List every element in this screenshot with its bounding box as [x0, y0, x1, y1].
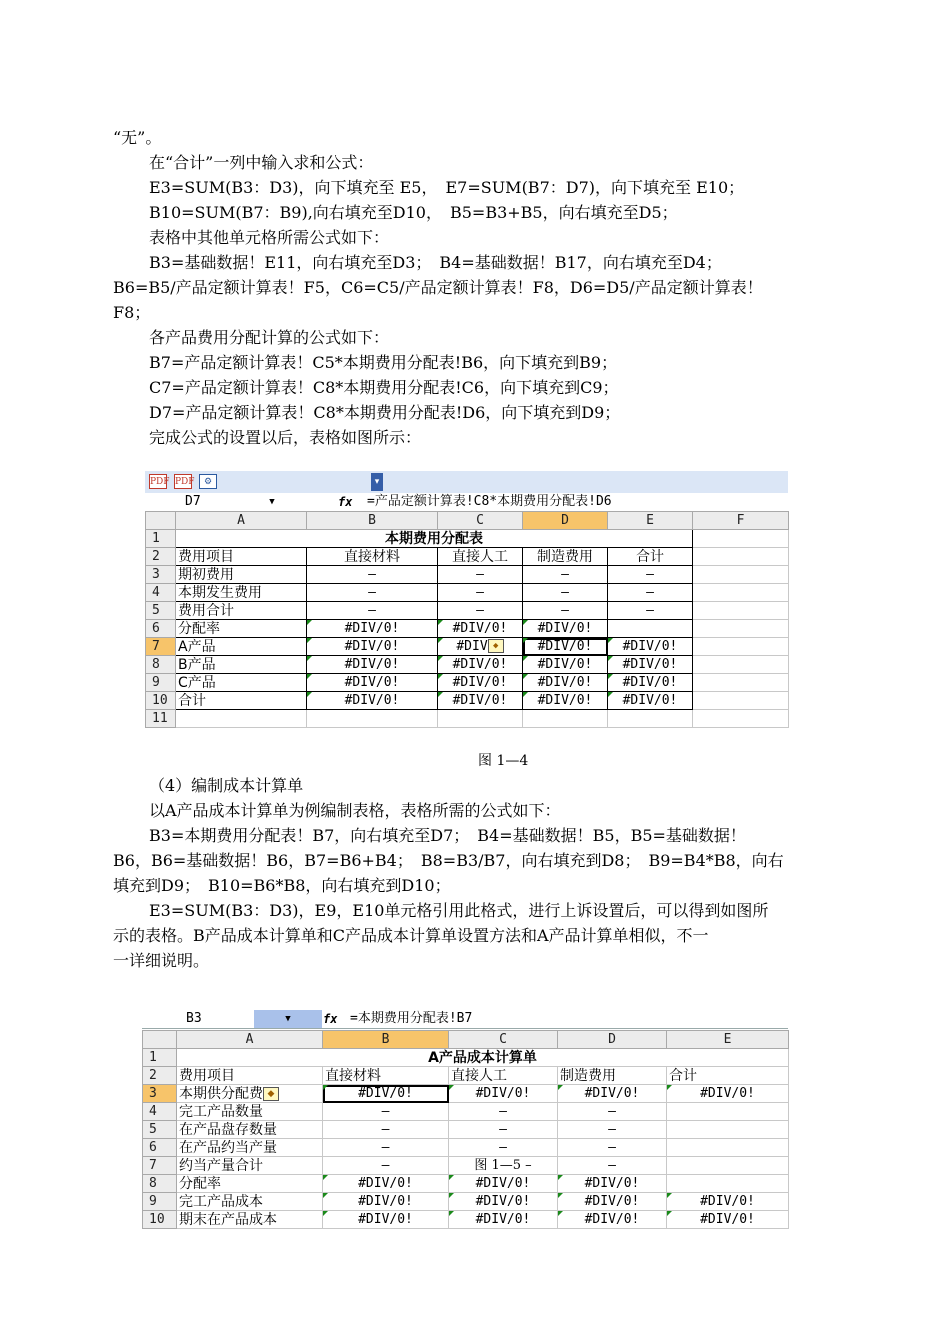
cell[interactable]: #DIV/0! [523, 674, 608, 692]
cell[interactable]: #DIV/0! [438, 656, 523, 674]
formula-input[interactable]: =本期费用分配表!B7 [350, 1011, 473, 1026]
formula-bar [145, 493, 788, 512]
cell[interactable]: – [558, 1139, 667, 1157]
cell[interactable]: #DIV/0! [307, 620, 438, 638]
row-header[interactable]: 10 [143, 1211, 177, 1229]
paragraph: 填充到D9； B10=B6*B8，向右填充到D10； [113, 876, 451, 895]
cell-value: 本期供分配费 [179, 1085, 263, 1102]
row-header[interactable]: 6 [143, 1139, 177, 1157]
cell[interactable]: – [558, 1121, 667, 1139]
cell[interactable] [667, 1175, 789, 1193]
cell[interactable]: #DIV/0! [558, 1085, 667, 1103]
pdf-icon[interactable]: PDF [149, 474, 167, 489]
paragraph: “无”。 [113, 128, 162, 147]
figure-caption: 图 1—4 [478, 753, 529, 769]
cell[interactable] [667, 1121, 789, 1139]
cell[interactable]: 直接人工 [438, 548, 523, 566]
cell[interactable]: 费用合计 [176, 602, 307, 620]
cell-value: #DIV [456, 638, 488, 654]
pdf-toolbar [145, 471, 788, 494]
cell[interactable]: 制造费用 [558, 1067, 667, 1085]
cell[interactable]: #DIV/0! [449, 1175, 558, 1193]
row-header[interactable]: 9 [143, 1193, 177, 1211]
column-header[interactable]: E [667, 1031, 789, 1049]
table-title-cell[interactable]: 本期费用分配表 [176, 530, 693, 548]
chevron-down-icon[interactable]: ▼ [269, 497, 275, 507]
cell[interactable]: – [323, 1139, 449, 1157]
cell[interactable]: 分配率 [176, 620, 307, 638]
cell[interactable] [438, 638, 523, 656]
row-header[interactable]: 10 [146, 692, 176, 710]
cell[interactable]: – [449, 1103, 558, 1121]
cell[interactable]: – [307, 566, 438, 584]
cell[interactable]: – [558, 1157, 667, 1175]
cell[interactable] [177, 1085, 323, 1103]
paragraph: F8； [113, 303, 151, 322]
cell[interactable]: 合计 [608, 548, 693, 566]
cell[interactable] [307, 710, 438, 728]
cell[interactable]: #DIV/0! [438, 692, 523, 710]
cell[interactable]: – [608, 584, 693, 602]
cell[interactable]: – [523, 602, 608, 620]
cell[interactable] [667, 1157, 789, 1175]
paragraph: B6，B6=基础数据！B6，B7=B6+B4； B8=B3/B7，向右填充到D8； B9=B4*B8，向右 [113, 851, 784, 870]
row-header[interactable]: 5 [143, 1121, 177, 1139]
paragraph: 在“合计”一列中输入求和公式： [149, 153, 374, 172]
row-header[interactable]: 5 [146, 602, 176, 620]
error-warning-icon[interactable]: ◆ [488, 639, 504, 653]
cell[interactable]: – [449, 1121, 558, 1139]
cell[interactable]: 期初费用 [176, 566, 307, 584]
paragraph: 以A产品成本计算单为例编制表格，表格所需的公式如下： [149, 801, 561, 820]
cell[interactable]: 制造费用 [523, 548, 608, 566]
row-header[interactable]: 8 [146, 656, 176, 674]
spreadsheet-grid [142, 1030, 789, 1229]
cell[interactable]: #DIV/0! [307, 638, 438, 656]
cell[interactable]: – [323, 1103, 449, 1121]
cell[interactable]: 直接材料 [307, 548, 438, 566]
paragraph: B3=本期费用分配表！B7，向右填充至D7； B4=基础数据！B5，B5=基础数据！ [149, 826, 746, 845]
cell[interactable]: #DIV/0! [523, 692, 608, 710]
cell[interactable]: 图 1—5 – [449, 1157, 558, 1175]
paragraph: B10=SUM(B7：B9),向右填充至D10， B5=B3+B5，向右填充至D5； [149, 203, 678, 222]
column-header[interactable]: D [523, 512, 608, 530]
cell[interactable]: – [438, 584, 523, 602]
cell[interactable]: C产品 [176, 674, 307, 692]
cell[interactable] [608, 620, 693, 638]
cell[interactable]: 直接材料 [323, 1067, 449, 1085]
cell[interactable] [693, 674, 789, 692]
cell[interactable]: – [323, 1121, 449, 1139]
cell[interactable]: #DIV/0! [523, 620, 608, 638]
cell[interactable]: – [438, 602, 523, 620]
cell[interactable]: – [558, 1103, 667, 1121]
cell[interactable]: 完工产品数量 [177, 1103, 323, 1121]
cell[interactable]: #DIV/0! [307, 656, 438, 674]
cell[interactable]: #DIV/0! [323, 1193, 449, 1211]
name-box[interactable]: B3 [186, 1011, 202, 1026]
cell[interactable]: 期末在产品成本 [177, 1211, 323, 1229]
cell[interactable]: #DIV/0! [449, 1085, 558, 1103]
table-title-cell[interactable]: A产品成本计算单 [177, 1049, 789, 1067]
active-cell[interactable]: #DIV/0! [523, 638, 608, 656]
cell[interactable] [693, 710, 789, 728]
select-all-corner[interactable] [146, 512, 176, 530]
cell[interactable] [693, 656, 789, 674]
paragraph: 示的表格。B产品成本计算单和C产品成本计算单设置方法和A产品计算单相似，不一 [113, 926, 709, 945]
cell[interactable]: – [307, 584, 438, 602]
paragraph: 完成公式的设置以后，表格如图所示： [149, 428, 422, 447]
row-header[interactable]: 1 [143, 1049, 177, 1067]
cell[interactable]: 本期发生费用 [176, 584, 307, 602]
paragraph: D7=产品定额计算表！C8*本期费用分配表!D6，向下填充到D9； [149, 403, 621, 422]
pdf-settings-icon[interactable]: ⚙ [199, 474, 217, 489]
cell[interactable] [693, 638, 789, 656]
error-warning-icon[interactable]: ◆ [263, 1087, 279, 1101]
row-header[interactable]: 2 [146, 548, 176, 566]
active-cell[interactable]: #DIV/0! [323, 1085, 449, 1103]
cell[interactable]: – [307, 602, 438, 620]
cell[interactable]: 在产品盘存数量 [177, 1121, 323, 1139]
column-header[interactable]: B [307, 512, 438, 530]
cell[interactable] [438, 710, 523, 728]
formula-input[interactable]: =产品定额计算表!C8*本期费用分配表!D6 [367, 494, 612, 509]
paragraph: 表格中其他单元格所需公式如下： [149, 228, 390, 247]
fx-icon[interactable]: fx [338, 495, 353, 509]
chevron-down-icon[interactable]: ▼ [254, 1010, 322, 1028]
column-header[interactable]: B [323, 1031, 449, 1049]
fx-icon[interactable]: fx [323, 1012, 338, 1026]
cell[interactable]: – [608, 602, 693, 620]
paragraph: 一详细说明。 [113, 951, 210, 970]
row-header[interactable]: 4 [146, 584, 176, 602]
cell[interactable] [693, 566, 789, 584]
spreadsheet-grid [145, 511, 789, 728]
cell[interactable]: #DIV/0! [558, 1211, 667, 1229]
column-header[interactable]: F [693, 512, 789, 530]
cell[interactable]: 分配率 [177, 1175, 323, 1193]
cell[interactable]: B产品 [176, 656, 307, 674]
cell[interactable]: #DIV/0! [608, 656, 693, 674]
cell[interactable]: #DIV/0! [323, 1211, 449, 1229]
cell[interactable]: #DIV/0! [449, 1193, 558, 1211]
column-header[interactable]: D [558, 1031, 667, 1049]
cell[interactable]: #DIV/0! [667, 1193, 789, 1211]
column-header[interactable]: A [177, 1031, 323, 1049]
pdf-icon[interactable]: PDF [174, 474, 192, 489]
cell[interactable]: #DIV/0! [667, 1211, 789, 1229]
cell[interactable]: 合计 [176, 692, 307, 710]
row-header[interactable]: 2 [143, 1067, 177, 1085]
cell[interactable]: #DIV/0! [608, 674, 693, 692]
cell[interactable] [608, 710, 693, 728]
cell[interactable]: – [523, 566, 608, 584]
cell[interactable]: #DIV/0! [558, 1175, 667, 1193]
cell[interactable]: A产品 [176, 638, 307, 656]
cell[interactable]: 费用项目 [177, 1067, 323, 1085]
cell[interactable]: #DIV/0! [323, 1175, 449, 1193]
cell[interactable]: – [438, 566, 523, 584]
cell[interactable]: – [323, 1157, 449, 1175]
cell[interactable]: #DIV/0! [608, 692, 693, 710]
column-header[interactable]: C [438, 512, 523, 530]
cell[interactable] [693, 584, 789, 602]
select-all-corner[interactable] [143, 1031, 177, 1049]
cell[interactable]: 费用项目 [176, 548, 307, 566]
cell[interactable]: #DIV/0! [438, 620, 523, 638]
cell[interactable]: 直接人工 [449, 1067, 558, 1085]
cell[interactable]: – [523, 584, 608, 602]
cell[interactable]: #DIV/0! [608, 638, 693, 656]
cell[interactable]: 合计 [667, 1067, 789, 1085]
cell[interactable]: #DIV/0! [523, 656, 608, 674]
paragraph: 各产品费用分配计算的公式如下： [149, 328, 390, 347]
cell[interactable]: #DIV/0! [307, 674, 438, 692]
row-header[interactable]: 6 [146, 620, 176, 638]
paragraph: B6=B5/产品定额计算表！F5，C6=C5/产品定额计算表！F8，D6=D5/产品定额计算表！ [113, 278, 763, 297]
cell[interactable] [693, 692, 789, 710]
row-header[interactable]: 11 [146, 710, 176, 728]
cell[interactable]: #DIV/0! [449, 1211, 558, 1229]
paragraph: E3=SUM(B3：D3)，向下填充至 E5， E7=SUM(B7：D7)，向下填充至 E10； [149, 178, 745, 197]
name-box[interactable]: D7 [185, 494, 201, 509]
row-header[interactable]: 7 [143, 1157, 177, 1175]
row-header[interactable]: 3 [143, 1085, 177, 1103]
paragraph: E3=SUM(B3：D3)，E9，E10单元格引用此格式，进行上诉设置后，可以得到如图所 [149, 901, 769, 920]
paragraph: B7=产品定额计算表！C5*本期费用分配表!B6，向下填充到B9； [149, 353, 618, 372]
column-header[interactable]: C [449, 1031, 558, 1049]
column-header[interactable]: E [608, 512, 693, 530]
paragraph: B3=基础数据！E11，向右填充至D3； B4=基础数据！B17，向右填充至D4； [149, 253, 722, 272]
cell[interactable]: 完工产品成本 [177, 1193, 323, 1211]
cell[interactable] [667, 1139, 789, 1157]
formula-bar [142, 1010, 788, 1029]
row-header[interactable]: 1 [146, 530, 176, 548]
row-header[interactable]: 9 [146, 674, 176, 692]
toolbar-options-icon[interactable]: ▾ [371, 473, 383, 491]
cell[interactable]: – [449, 1139, 558, 1157]
row-header[interactable]: 3 [146, 566, 176, 584]
cell[interactable]: #DIV/0! [667, 1085, 789, 1103]
cell[interactable] [693, 530, 789, 548]
cell[interactable]: – [608, 566, 693, 584]
cell[interactable]: 约当产量合计 [177, 1157, 323, 1175]
cell[interactable] [523, 710, 608, 728]
cell[interactable]: 在产品约当产量 [177, 1139, 323, 1157]
paragraph: C7=产品定额计算表！C8*本期费用分配表!C6，向下填充到C9； [149, 378, 619, 397]
cell[interactable] [667, 1103, 789, 1121]
cell[interactable] [693, 602, 789, 620]
cell[interactable]: #DIV/0! [307, 692, 438, 710]
cell[interactable] [693, 548, 789, 566]
section-heading: （4）编制成本计算单 [149, 776, 304, 795]
cell[interactable] [176, 710, 307, 728]
cell[interactable] [693, 620, 789, 638]
row-header[interactable]: 4 [143, 1103, 177, 1121]
row-header[interactable]: 7 [146, 638, 176, 656]
cell[interactable]: #DIV/0! [558, 1193, 667, 1211]
column-header[interactable]: A [176, 512, 307, 530]
row-header[interactable]: 8 [143, 1175, 177, 1193]
cell[interactable]: #DIV/0! [438, 674, 523, 692]
